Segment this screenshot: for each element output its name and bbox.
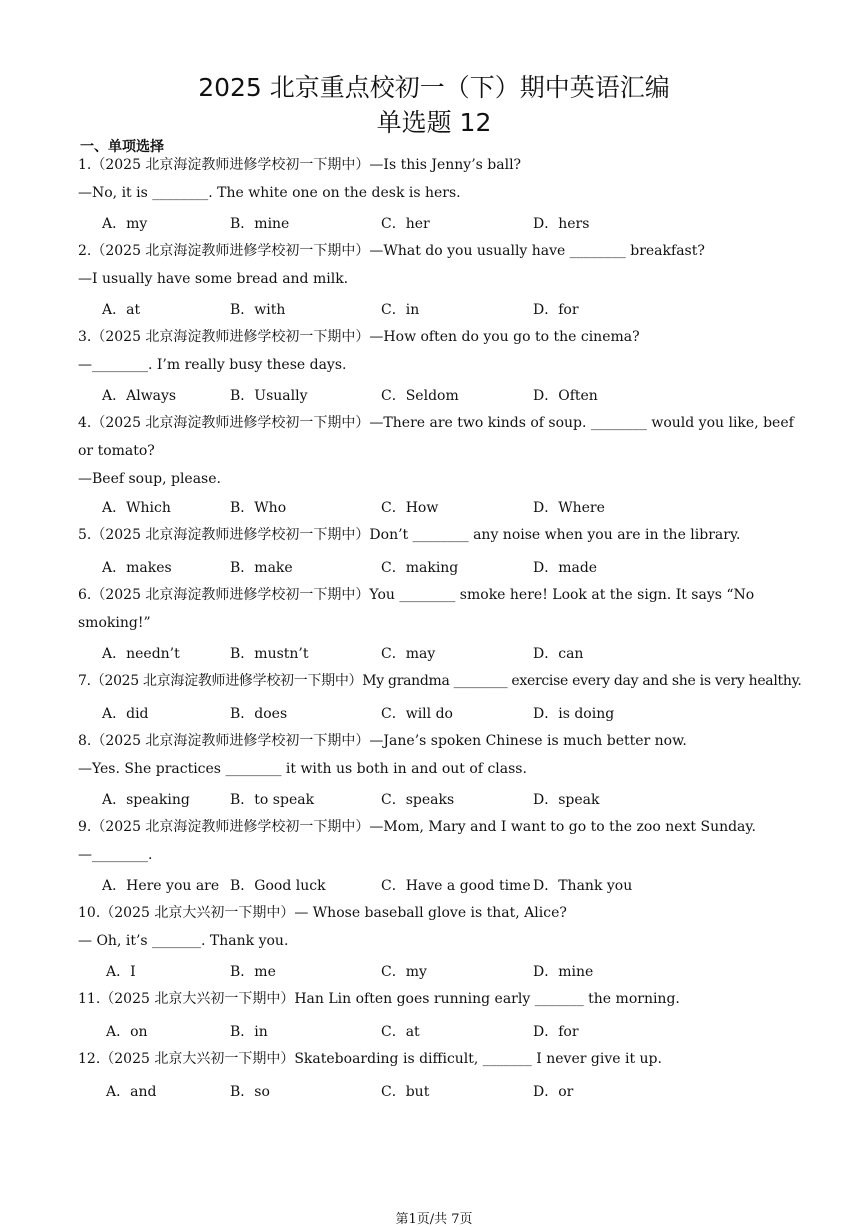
option-d: D．for bbox=[533, 302, 579, 318]
question-12-stem: 12.（2025 北京大兴初一下期中）Skateboarding is difficult, _______ I never give it up. bbox=[78, 1051, 662, 1067]
question-10-line2: — Oh, it’s _______. Thank you. bbox=[78, 933, 289, 949]
option-b: B．Who bbox=[230, 500, 287, 516]
page-subtitle: 单选题 12 bbox=[376, 108, 492, 137]
option-b: B．in bbox=[230, 1024, 268, 1040]
question-8-options bbox=[102, 789, 802, 809]
option-a: A．makes bbox=[102, 560, 172, 576]
option-b: B．mustn’t bbox=[230, 646, 309, 662]
option-b: B．me bbox=[230, 964, 276, 980]
option-b: B．mine bbox=[230, 216, 290, 232]
option-c: C．making bbox=[381, 560, 459, 576]
section-heading: 一、单项选择 bbox=[80, 139, 164, 155]
option-b: B．Usually bbox=[230, 388, 308, 404]
question-10-options bbox=[106, 961, 806, 981]
question-4-line2: —Beef soup, please. bbox=[78, 471, 221, 487]
question-11-stem: 11.（2025 北京大兴初一下期中）Han Lin often goes running early _______ the morning. bbox=[78, 991, 680, 1007]
option-b: B．does bbox=[230, 706, 288, 722]
option-a: A．I bbox=[106, 964, 136, 980]
question-6-stem: 6.（2025 北京海淀教师进修学校初一下期中）You ________ smoke here! Look at the sign. It says “No smoking!” bbox=[78, 587, 755, 631]
question-1-line2: —No, it is ________. The white one on the desk is hers. bbox=[78, 185, 461, 201]
option-d: D．made bbox=[533, 560, 598, 576]
question-8-line2: —Yes. She practices ________ it with us both in and out of class. bbox=[78, 761, 527, 777]
option-a: A．Here you are bbox=[102, 878, 220, 894]
question-9-line2: —________. bbox=[78, 847, 153, 863]
question-12-options bbox=[106, 1081, 806, 1101]
question-1-stem: 1.（2025 北京海淀教师进修学校初一下期中）—Is this Jenny’s ball? bbox=[78, 157, 522, 173]
option-c: C．in bbox=[381, 302, 420, 318]
option-a: A．at bbox=[102, 302, 141, 318]
option-d: D．hers bbox=[533, 216, 590, 232]
question-8-stem: 8.（2025 北京海淀教师进修学校初一下期中）—Jane’s spoken Chinese is much better now. bbox=[78, 733, 687, 749]
question-2-options bbox=[102, 299, 802, 319]
question-7-options bbox=[102, 703, 802, 723]
question-5-options bbox=[102, 557, 802, 577]
option-d: D．speak bbox=[533, 792, 600, 808]
option-d: D．is doing bbox=[533, 706, 615, 722]
option-a: A．on bbox=[106, 1024, 148, 1040]
option-d: D．for bbox=[533, 1024, 579, 1040]
page-number-footer: 第1页/共 7页 bbox=[395, 1212, 473, 1227]
option-c: C．may bbox=[381, 646, 436, 662]
option-c: C．but bbox=[381, 1084, 430, 1100]
option-d: D．mine bbox=[533, 964, 594, 980]
question-4-stem: 4.（2025 北京海淀教师进修学校初一下期中）—There are two kinds of soup. ________ would you like, beef or tomato? bbox=[78, 415, 794, 459]
option-a: A．speaking bbox=[102, 792, 190, 808]
option-d: D．or bbox=[533, 1084, 574, 1100]
option-c: C．Have a good time bbox=[381, 878, 531, 894]
option-b: B．to speak bbox=[230, 792, 315, 808]
option-c: C．at bbox=[381, 1024, 420, 1040]
question-4-options bbox=[102, 497, 802, 517]
option-b: B．Good luck bbox=[230, 878, 326, 894]
option-b: B．with bbox=[230, 302, 286, 318]
option-d: D．Often bbox=[533, 388, 598, 404]
option-b: B．so bbox=[230, 1084, 270, 1100]
question-11-options bbox=[106, 1021, 806, 1041]
option-d: D．can bbox=[533, 646, 584, 662]
option-a: A．needn’t bbox=[102, 646, 180, 662]
option-c: C．How bbox=[381, 500, 439, 516]
question-3-options bbox=[102, 385, 802, 405]
option-c: C．her bbox=[381, 216, 430, 232]
option-c: C．my bbox=[381, 964, 427, 980]
option-a: A．Which bbox=[102, 500, 171, 516]
option-a: A．did bbox=[102, 706, 149, 722]
question-2-line2: —I usually have some bread and milk. bbox=[78, 271, 349, 287]
question-9-stem: 9.（2025 北京海淀教师进修学校初一下期中）—Mom, Mary and I want to go to the zoo next Sunday. bbox=[78, 819, 756, 835]
question-1-options bbox=[102, 213, 802, 233]
question-10-stem: 10.（2025 北京大兴初一下期中）— Whose baseball glove is that, Alice? bbox=[78, 905, 567, 921]
option-a: A．my bbox=[102, 216, 148, 232]
question-9-options bbox=[102, 875, 802, 895]
option-c: C．Seldom bbox=[381, 388, 459, 404]
option-c: C．will do bbox=[381, 706, 453, 722]
page-title: 2025 北京重点校初一（下）期中英语汇编 bbox=[198, 73, 670, 102]
question-3-stem: 3.（2025 北京海淀教师进修学校初一下期中）—How often do you go to the cinema? bbox=[78, 329, 640, 345]
question-5-stem: 5.（2025 北京海淀教师进修学校初一下期中）Don’t ________ any noise when you are in the library. bbox=[78, 527, 741, 543]
option-d: D．Where bbox=[533, 500, 605, 516]
question-7-stem: 7.（2025 北京海淀教师进修学校初一下期中）My grandma ________ exercise every day and she is very healthy. bbox=[78, 673, 802, 689]
question-6-options bbox=[102, 643, 802, 663]
option-c: C．speaks bbox=[381, 792, 455, 808]
question-2-stem: 2.（2025 北京海淀教师进修学校初一下期中）—What do you usually have ________ breakfast? bbox=[78, 243, 705, 259]
question-3-line2: —________. I’m really busy these days. bbox=[78, 357, 347, 373]
option-a: A．Always bbox=[102, 388, 177, 404]
option-d: D．Thank you bbox=[533, 878, 633, 894]
option-b: B．make bbox=[230, 560, 293, 576]
option-a: A．and bbox=[106, 1084, 157, 1100]
